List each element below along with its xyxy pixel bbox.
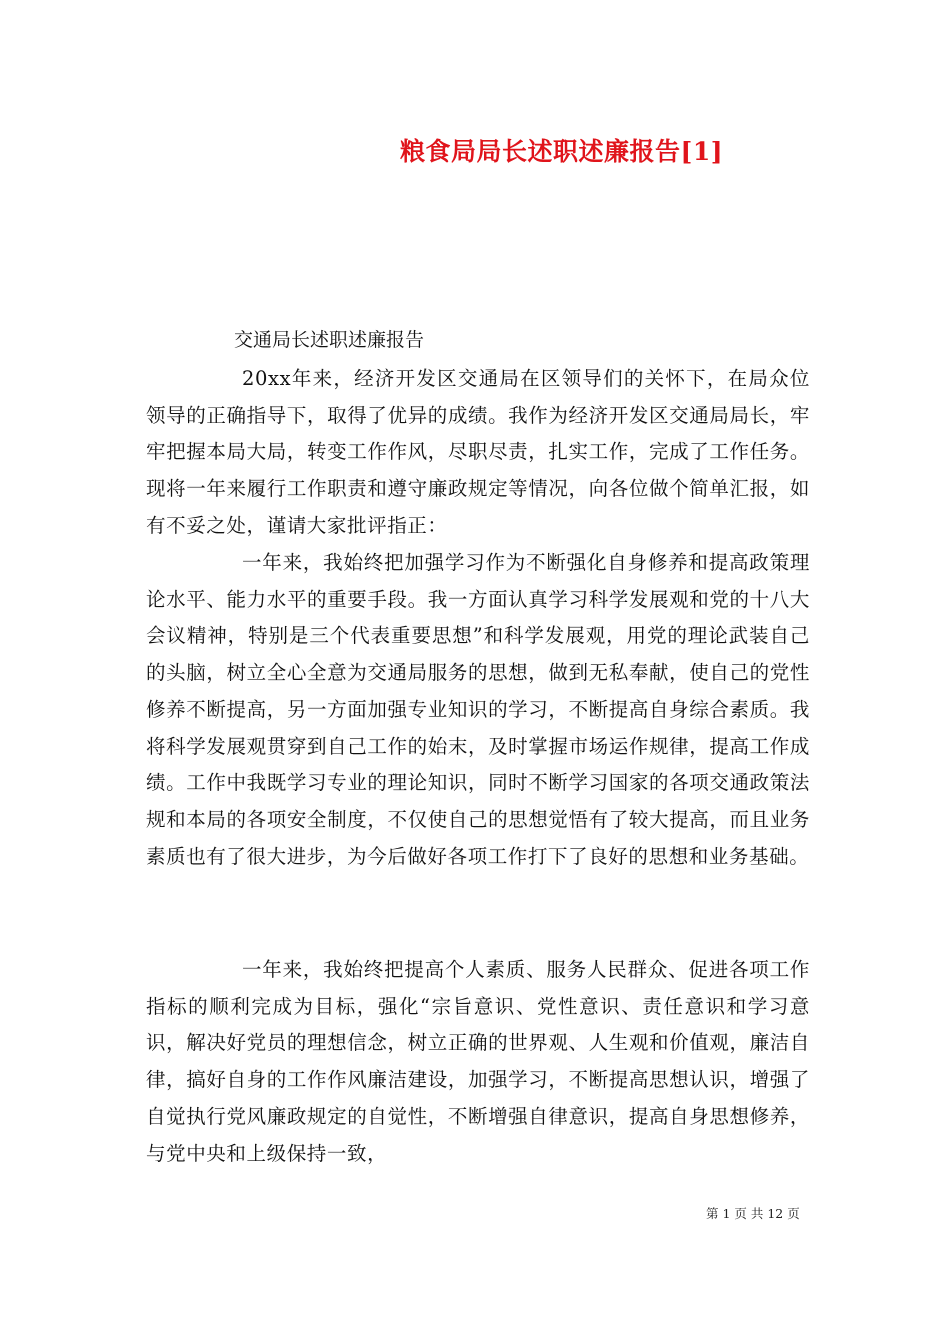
report-subtitle: 交通局长述职述廉报告	[234, 329, 425, 351]
paragraph-study	[146, 545, 810, 875]
document-title: 粮食局局长述职述廉报告[1]	[400, 137, 724, 166]
paragraph-text: 20xx年来，经济开发区交通局在区领导们的关怀下，在局众位领导的正确指导下，取得了优异的成绩。我作为经济开发区交通局局长，牢牢把握本局大局，转变工作作风，尽职尽责，扎实工作，完成了工作任务。现将一年来履行工作职责和遵守廉政规定等情况，向各位做个简单汇报，如有不妥之处，谨请大家批评指正：	[146, 367, 810, 537]
page-number-footer: 第 1 页 共 12 页	[706, 1206, 800, 1221]
paragraph-text: 一年来，我始终把提高个人素质、服务人民群众、促进各项工作指标的顺利完成为目标，强化“宗旨意识、党性意识、责任意识和学习意识，解决好党员的理想信念，树立正确的世界观、人生观和价值观，廉洁自律，搞好自身的工作作风廉洁建设，加强学习，不断提高思想认识，增强了自觉执行党风廉政规定的自觉性，不断增强自律意识，提高自身思想修养，与党中央和上级保持一致，	[146, 958, 810, 1165]
paragraph-quality	[146, 952, 810, 1172]
paragraph-intro	[146, 361, 810, 545]
paragraph-text: 一年来，我始终把加强学习作为不断强化自身修养和提高政策理论水平、能力水平的重要手段。我一方面认真学习科学发展观和党的十八大会议精神，特别是三个代表重要思想”和科学发展观，用党的理论武装自己的头脑，树立全心全意为交通局服务的思想，做到无私奉献，使自己的党性修养不断提高，另一方面加强专业知识的学习，不断提高自身综合素质。我将科学发展观贯穿到自己工作的始末，及时掌握市场运作规律，提高工作成绩。工作中我既学习专业的理论知识，同时不断学习国家的各项交通政策法规和本局的各项安全制度，不仅使自己的思想觉悟有了较大提高，而且业务素质也有了很大进步，为今后做好各项工作打下了良好的思想和业务基础。	[146, 551, 810, 868]
